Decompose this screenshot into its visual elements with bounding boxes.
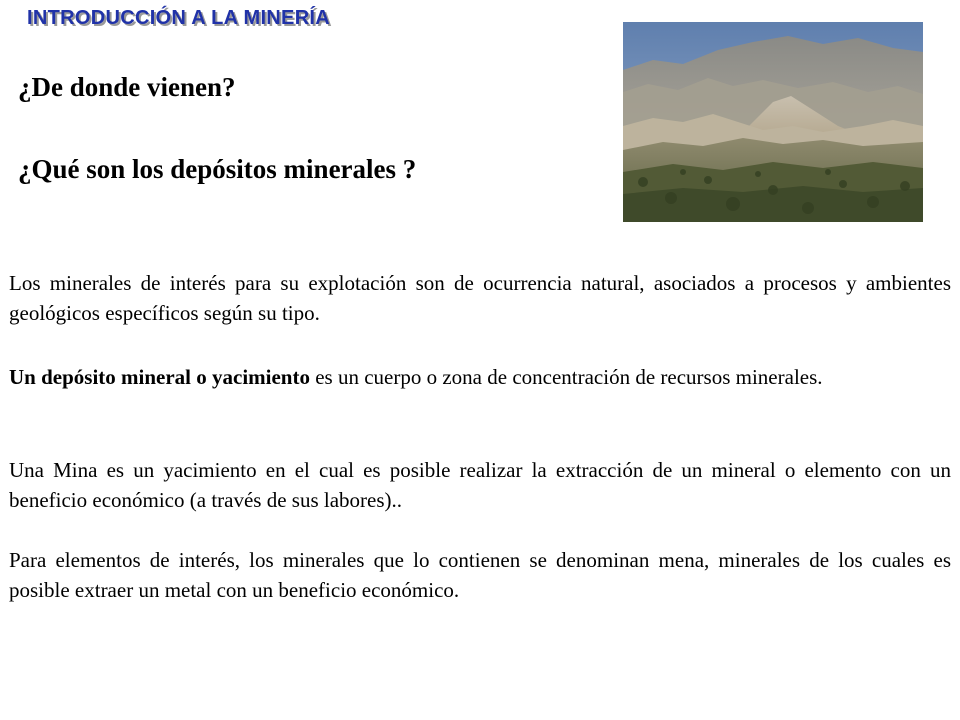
deposit-definition-text: es un cuerpo o zona de concentración de recursos minerales. xyxy=(309,365,823,389)
question-deposits: ¿Qué son los depósitos minerales ? xyxy=(18,154,417,184)
landscape-illustration xyxy=(623,22,923,222)
paragraph-ore-definition: Para elementos de interés, los minerales que lo contienen se denominan mena, minerales de los cuales es posible extraer un metal con un beneficio económico. xyxy=(9,548,951,602)
paragraph-minerals: Los minerales de interés para su explotación son de ocurrencia natural, asociados a procesos y ambientes geológicos específicos según su tipo. xyxy=(9,271,951,325)
question-origin: ¿De donde vienen? xyxy=(18,72,236,102)
deposit-term: Un depósito mineral o yacimiento xyxy=(9,365,310,389)
slide-title: INTRODUCCIÓN A LA MINERÍA xyxy=(27,7,331,29)
landscape-photo xyxy=(623,22,923,222)
paragraph-deposit-definition xyxy=(9,362,951,392)
paragraph-mine-definition: Una Mina es un yacimiento en el cual es posible realizar la extracción de un mineral o elemento con un beneficio económico (a través de sus labores).. xyxy=(9,458,951,512)
